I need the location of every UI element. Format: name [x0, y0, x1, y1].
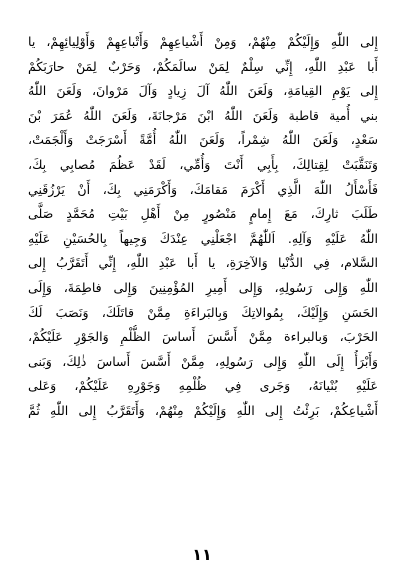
text-line: بني أُمية قاطبة وَلَعَنَ اللّٰهُ ابْنَ مَرْجانَةَ، وَلَعَنَ اللّٰهُ عُمَرَ بْنَ [28, 107, 378, 123]
body-text [28, 30, 378, 424]
text-line: إِلى اللّٰهِ وَإِلَيْكُمْ مِنْهُمْ، وَمِنْ أَشْياعِهِمْ وَأَتْباعِهِمْ وَأَوْلِيائِهِمْ، يا [28, 34, 378, 49]
text-line: أَشْياعِكُمْ، بَرِئْتُ إِلى اللّٰهِ وَإِلَيْكُمْ مِنْهُمْ، وَأَتَقَرَّبُ إِلى اللّٰهِ ثُمَّ [28, 402, 378, 418]
text-line: وَتَنَقَّبَتْ لِقِتالِكَ، بِأَبِي أَنْتَ وَأُمِّي، لَقَدْ عَظُمَ مُصابِي بِكَ، [28, 156, 378, 172]
text-line: عَلَيْهِ بُنْيانَهُ، وَجَرى فِي ظُلْمِهِ وَجَوْرِهِ عَلَيْكُمْ، وَعَلى [28, 378, 378, 394]
text-line: الحَسَنِ وَإِلَيْكَ، بِمُوالاتِكَ وَبِالبَراءَةِ مِمَّنْ قاتَلَكَ، وَنَصَبَ لَكَ [28, 304, 378, 320]
page-number: ١١ [192, 545, 212, 564]
text-line: اللّٰهِ وَإِلى رَسُولِهِ، وَإِلى أَمِيرِ المُؤْمِنِينَ وَإِلى فاطِمَةَ، وَإِلَى [28, 279, 378, 295]
text-line: إِلى يَوْمِ القِيامَةِ، وَلَعَنَ اللّٰهُ آلَ زِيادٍ وَآلَ مَرْوانَ، وَلَعَنَ اللّٰهُ [28, 83, 378, 99]
text-line: طَلَبَ ثارِكَ، مَعَ إِمامٍ مَنْصُورٍ مِنْ أَهْلِ بَيْتِ مُحَمَّدٍ صَلَّى [28, 206, 378, 222]
text-line: سَعْدٍ، وَلَعَنَ اللّٰهُ شِمْراً، وَلَعَنَ اللّٰهُ أُمَّةً أَسْرَجَتْ وَأَلْجَمَتْ، [28, 132, 378, 148]
text-line: اللّٰهُ عَلَيْهِ وَآلِهِ. اَللّٰهُمَّ اجْعَلْنِي عِنْدَكَ وَجِيهاً بِالحُسَيْنِ عَلَيْهِ [28, 230, 378, 246]
text-line: أَبا عَبْدِ اللّٰهِ، إِنِّي سِلْمٌ لِمَنْ سالَمَكُمْ، وَحَرْبٌ لِمَنْ حارَبَكُمْ [28, 58, 378, 74]
text-line: فَأَسْأَلُ اللّٰهَ الَّذِي أَكْرَمَ مَقامَكَ، وَأَكْرَمَنِي بِكَ، أَنْ يَرْزُقَنِي [28, 181, 378, 197]
text-line: وَأَبْرَأُ إِلَى اللّٰهِ وَإِلى رَسُولِهِ، مِمَّنْ أَسَّسَ أَساسَ ذٰلِكَ، وَبَنى [28, 353, 378, 369]
text-line: الحَرْبَ، وَبالبراءة مِمَّنْ أَسَّسَ أَساسَ الظُّلْمِ وَالجَوْرِ عَلَيْكُمْ، [28, 329, 378, 345]
text-line: السَّلام، فِي الدُّنْيا وَالآخِرَةِ، يا أَبا عَبْدِ اللّٰهِ، إِنِّي أَتَقَرَّبُ إِلى [28, 255, 378, 271]
